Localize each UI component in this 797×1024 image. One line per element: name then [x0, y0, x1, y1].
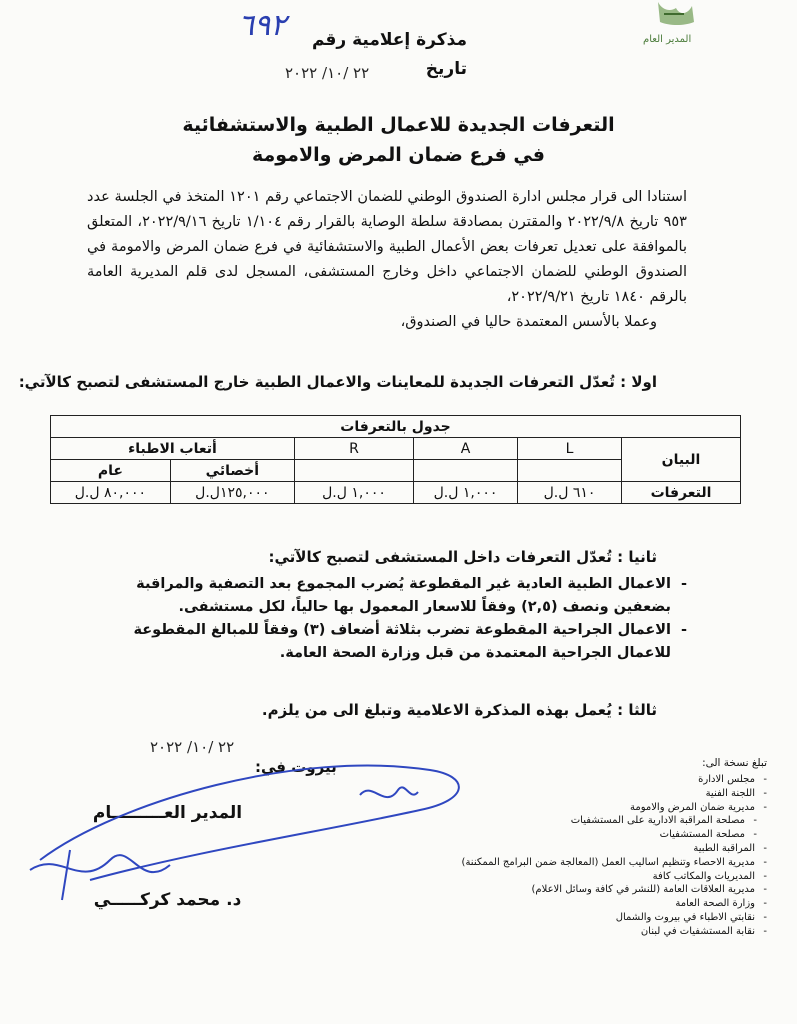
- cell-A-value: ١,٠٠٠ ل.ل: [414, 482, 518, 504]
- copy-recipient: نقابة المستشفيات في لبنان: [640, 925, 755, 937]
- row-header-label: البيان: [622, 438, 741, 482]
- copy-recipient: وزارة الصحة العامة: [675, 898, 755, 910]
- place-label: بيروت في:: [255, 758, 337, 776]
- section-3-heading: ثالثا : يُعمل بهذه المذكرة الاعلامية وتبلغ الى من يلزم.: [261, 701, 657, 719]
- handwritten-date: ٢٢ /١٠/ ٢٠٢٢: [285, 64, 370, 82]
- copies-list: [407, 773, 767, 939]
- col-header-A: A: [414, 438, 518, 460]
- list-item: [407, 911, 767, 925]
- row-label-tariffs: التعرفات: [622, 482, 741, 504]
- copy-recipient: مديرية ضمان المرض والامومة: [629, 801, 755, 813]
- list-item: [407, 787, 767, 801]
- sub-header-specialist: أخصائي: [170, 460, 294, 482]
- copy-recipient: مصلحة المستشفيات: [659, 829, 745, 841]
- bullet-dash-icon: -: [680, 622, 687, 638]
- cell-general-value: ٨٠,٠٠٠ ل.ل: [51, 482, 171, 504]
- cell-R-value: ١,٠٠٠ ل.ل: [295, 482, 414, 504]
- copy-recipient: مصلحة المراقبة الادارية على المستشفيات: [570, 815, 745, 827]
- copy-recipient: مديرية العلاقات العامة (للنشر في كافة وسائل الاعلام): [531, 884, 755, 896]
- list-item: [127, 573, 687, 619]
- cell-specialist-value: ١٢٥,٠٠٠ل.ل: [170, 482, 294, 504]
- list-item: [407, 842, 767, 856]
- list-item: [407, 814, 767, 828]
- table-caption: جدول بالتعرفات: [51, 416, 741, 438]
- list-item: [407, 856, 767, 870]
- section-2-list: [127, 573, 687, 665]
- director-name: د. محمد كركـــــي: [93, 890, 242, 910]
- memo-label: مذكرة إعلامية رقم: [311, 30, 467, 50]
- handwritten-signature-date: ٢٢ /١٠/ ٢٠٢٢: [150, 738, 235, 756]
- copy-recipient: اللجنة الفنية: [705, 787, 755, 799]
- col-header-L: L: [518, 438, 622, 460]
- copy-recipient: مجلس الادارة: [698, 774, 755, 785]
- list-item: [127, 619, 687, 665]
- bullet-dash-icon: -: [763, 856, 767, 868]
- list-item: [407, 883, 767, 897]
- bullet-dash-icon: -: [680, 576, 687, 592]
- empty-cell: [295, 460, 414, 482]
- copies-heading: تبلغ نسخة الى:: [702, 757, 767, 769]
- bullet-dash-icon: -: [763, 884, 767, 896]
- section-1-heading: اولا : تُعدّل التعرفات الجديدة للمعاينات والاعمال الطبية خارج المستشفى لتصبح كالآتي:: [18, 373, 657, 391]
- list-item: [407, 801, 767, 815]
- list-item: [407, 773, 767, 787]
- sub-header-general: عام: [51, 460, 171, 482]
- bullet-dash-icon: -: [763, 787, 767, 799]
- list-item: [407, 870, 767, 884]
- bullet-dash-icon: -: [763, 801, 767, 813]
- bullet-dash-icon: -: [763, 925, 767, 937]
- title-line-1: التعرفات الجديدة للاعمال الطبية والاستشفائية: [182, 114, 615, 136]
- list-item: [407, 897, 767, 911]
- document-title: [0, 110, 797, 170]
- col-header-doctor-fees: أتعاب الاطباء: [51, 438, 295, 460]
- title-line-2: في فرع ضمان المرض والامومة: [251, 144, 545, 166]
- intro-paragraph: [87, 185, 687, 335]
- copy-recipient: نقابتي الاطباء في بيروت والشمال: [615, 911, 755, 923]
- director-title: المدير العـــــــــام: [92, 803, 243, 823]
- bullet-dash-icon: -: [753, 815, 757, 827]
- list-item: [407, 925, 767, 939]
- handwritten-memo-number: ٦٩٢: [238, 8, 287, 43]
- bullet-text: الاعمال الجراحية المقطوعة تضرب بثلاثة أضعاف (٣) وفقاً للمبالغ المقطوعة للاعمال الجراحية المعتمدة من قبل وزارة الصحة العامة.: [133, 622, 671, 661]
- list-item: [407, 828, 767, 842]
- copy-recipient: المراقبة الطبية: [693, 842, 755, 854]
- bullet-dash-icon: -: [753, 829, 757, 841]
- intro-text-2: وعملا بالأسس المعتمدة حاليا في الصندوق،: [400, 314, 657, 330]
- bullet-text: الاعمال الطبية العادية غير المقطوعة يُضرب المجموع بعد التصفية والمراقبة بضعفين ونصف (٢,٥) وفقاً للاسعار المعمول بها حالياً، لكل مستشفى.: [136, 576, 671, 615]
- empty-cell: [414, 460, 518, 482]
- tariff-table: [50, 415, 741, 504]
- intro-text: استنادا الى قرار مجلس ادارة الصندوق الوطني للضمان الاجتماعي رقم ١٢٠١ المتخذ في الجلسة عدد ٩٥٣ تاريخ ٢٠٢٢/٩/٨ والمقترن بمصادقة سلطة الوصاية بالقرار رقم ١/١٠٤ تاريخ ٢٠٢٢/٩/١٦، المتعلق بالموافقة على تعديل تعرفات بعض الأعمال الطبية والاستشفائية في فرع ضمان المرض والامومة في الصندوق الوطني للضمان الاجتماعي داخل وخارج المستشفى، المسجل لدى قلم المديرية العامة بالرقم ١٨٤٠ تاريخ ٢٠٢٢/٩/٢١،: [87, 189, 687, 305]
- copy-recipient: مديرية الاحصاء وتنظيم اساليب العمل (المعالجة ضمن البرامج الممكننة): [461, 856, 755, 868]
- copy-recipient: المديريات والمكاتب كافة: [652, 870, 755, 882]
- section-2-heading: ثانيا : تُعدّل التعرفات داخل المستشفى لتصبح كالآتي:: [268, 548, 657, 566]
- bullet-dash-icon: -: [763, 911, 767, 923]
- cell-L-value: ٦١٠ ل.ل: [518, 482, 622, 504]
- bullet-dash-icon: -: [763, 898, 767, 910]
- empty-cell: [518, 460, 622, 482]
- bullet-dash-icon: -: [763, 774, 767, 785]
- logo-caption: المدير العام: [643, 34, 692, 45]
- date-label: تاريخ: [425, 59, 467, 79]
- col-header-R: R: [295, 438, 414, 460]
- bullet-dash-icon: -: [763, 842, 767, 854]
- bullet-dash-icon: -: [763, 870, 767, 882]
